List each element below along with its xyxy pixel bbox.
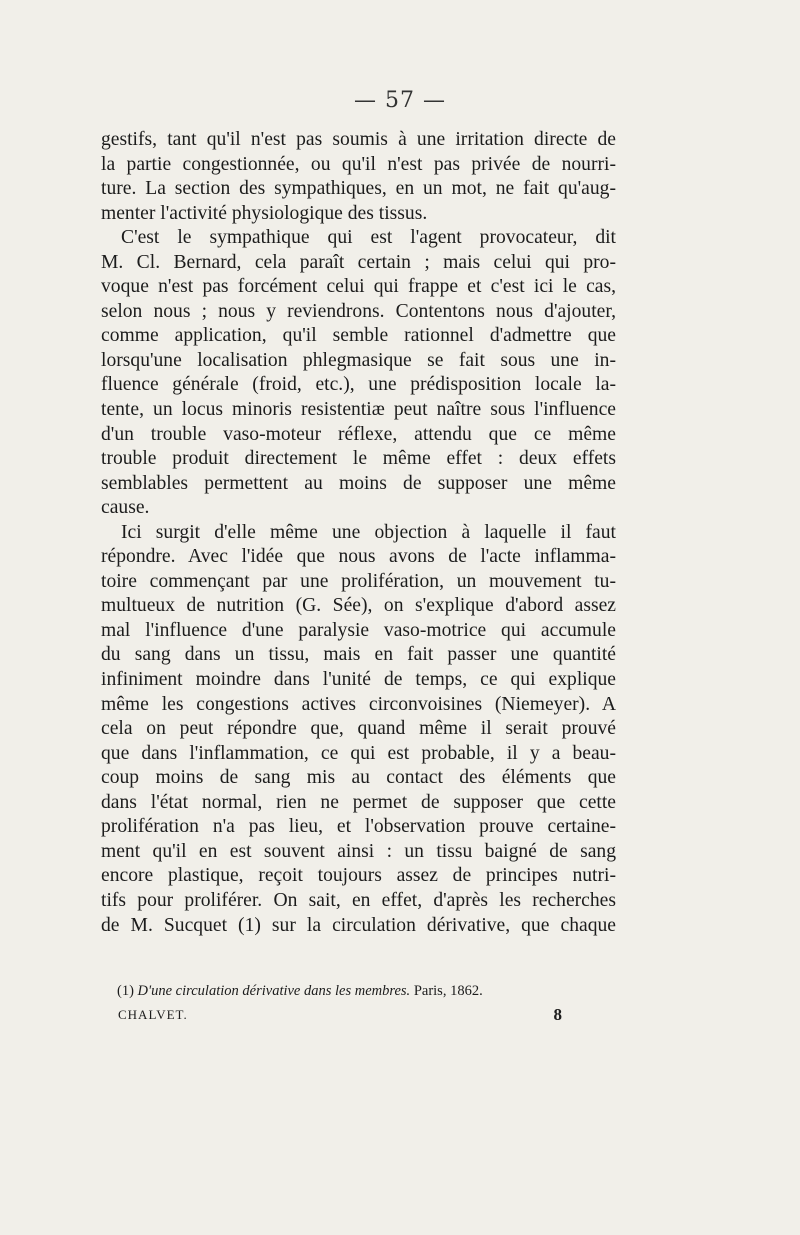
text-line: que dans l'inflammation, ce qui est probable, il y a beau- [101, 742, 616, 764]
text-line: Ici surgit d'elle même une objection à laquelle il faut [121, 521, 616, 543]
footnote-marker: (1) [117, 983, 134, 999]
footnote-title: D'une circulation dérivative dans les membres. [137, 983, 411, 999]
text-line: voque n'est pas forcément celui qui frappe et c'est ici le cas, [101, 276, 616, 298]
text-line: toire commençant par une prolifération, un mouvement tu- [101, 570, 616, 592]
text-line: menter l'activité physiologique des tissus. [101, 202, 428, 224]
text-line: cela on peut répondre que, quand même il serait prouvé [101, 718, 616, 740]
text-line: infiniment moindre dans l'unité de temps, ce qui explique [101, 669, 616, 691]
text-line: gestifs, tant qu'il n'est pas soumis à une irritation directe de [101, 129, 616, 150]
signature-author: CHALVET. [118, 1007, 188, 1022]
signature-sheet-number: 8 [553, 1005, 563, 1024]
text-line: tente, un locus minoris resistentiæ peut naître sous l'influence [101, 399, 616, 421]
page-number: — 57 — [354, 88, 446, 113]
text-line: dans l'état normal, rien ne permet de supposer que cette [101, 791, 616, 813]
text-line: ture. La section des sympathiques, en un mot, ne fait qu'aug- [101, 178, 616, 200]
text-line: M. Cl. Bernard, cela paraît certain ; mais celui qui pro- [101, 251, 616, 273]
body-text [101, 128, 616, 938]
text-line: mal l'influence d'une paralysie vaso-motrice qui accumule [101, 619, 616, 641]
footnote [117, 983, 617, 1000]
text-line: de M. Sucquet (1) sur la circulation dérivative, que chaque [101, 914, 616, 936]
text-line: même les congestions actives circonvoisines (Niemeyer). A [101, 693, 616, 715]
text-line: répondre. Avec l'idée que nous avons de l'acte inflamma- [101, 546, 616, 568]
text-line: fluence générale (froid, etc.), une prédisposition locale la- [101, 374, 616, 396]
text-line: multueux de nutrition (G. Sée), on s'explique d'abord assez [101, 595, 616, 617]
text-line: trouble produit directement le même effet : deux effets [101, 448, 616, 470]
text-line: semblables permettent au moins de supposer une même [101, 472, 616, 494]
text-line: selon nous ; nous y reviendrons. Contentons nous d'ajouter, [101, 300, 616, 322]
text-line: cause. [101, 497, 150, 519]
text-line: comme application, qu'il semble rationnel d'admettre que [101, 325, 616, 347]
text-line: ment qu'il en est souvent ainsi : un tissu baigné de sang [101, 840, 616, 862]
text-line: du sang dans un tissu, mais en fait passer une quantité [101, 644, 616, 666]
text-line: coup moins de sang mis au contact des éléments que [101, 767, 616, 789]
text-line: la partie congestionnée, ou qu'il n'est pas privée de nourri- [101, 153, 616, 175]
text-line: C'est le sympathique qui est l'agent provocateur, dit [121, 227, 616, 249]
text-line: d'un trouble vaso-moteur réflexe, attendu que ce même [101, 423, 616, 445]
footnote-rest: Paris, 1862. [413, 983, 483, 999]
text-line: encore plastique, reçoit toujours assez de principes nutri- [101, 865, 616, 887]
text-line: prolifération n'a pas lieu, et l'observation prouve certaine- [101, 816, 616, 838]
text-line: lorsqu'une localisation phlegmasique se fait sous une in- [101, 349, 616, 371]
text-line: tifs pour proliférer. On sait, en effet, d'après les recherches [101, 889, 616, 911]
